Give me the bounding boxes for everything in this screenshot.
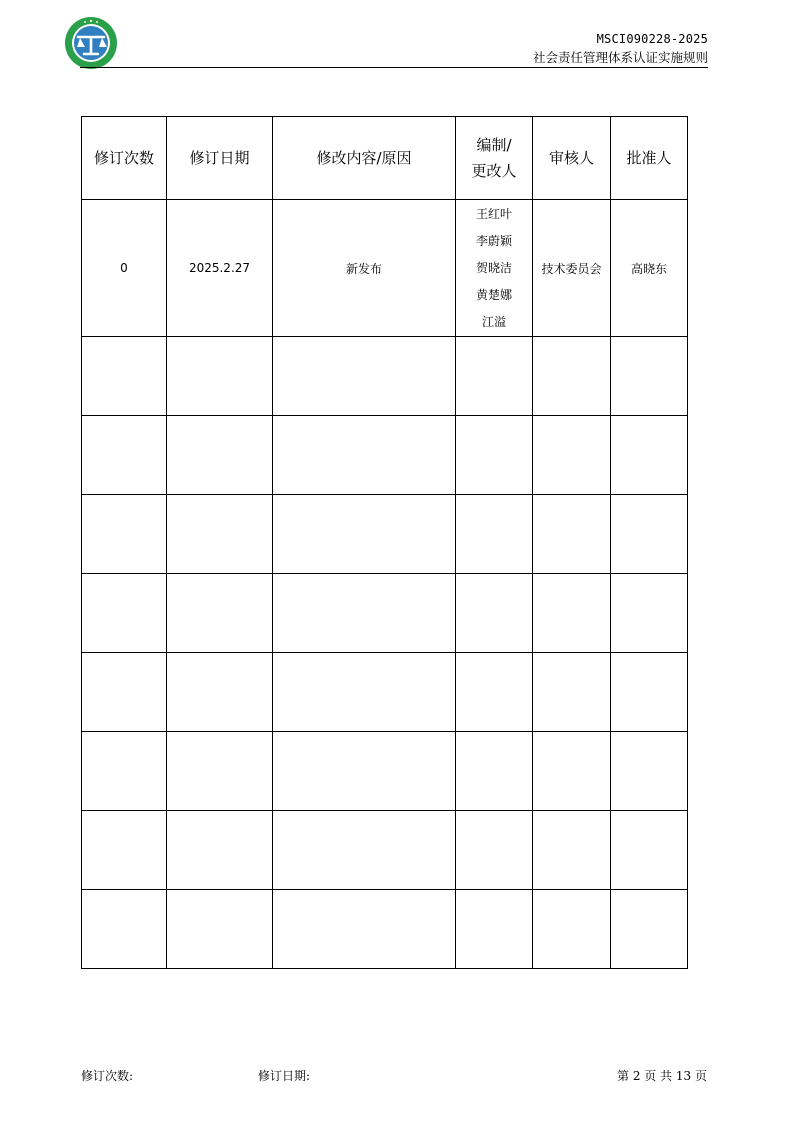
cell-approver: 高晓东: [611, 200, 688, 337]
header-editor-line2: 更改人: [471, 162, 517, 180]
empty-row: [82, 811, 688, 890]
footer-page-info: 第 2 页 共 13 页: [617, 1069, 707, 1083]
cell-content: 新发布: [273, 200, 456, 337]
cell-rev-date: 2025.2.27: [167, 200, 273, 337]
editor-name: 黄楚娜: [475, 287, 512, 302]
header-editor: [456, 117, 533, 200]
footer-rev-count-label: 修订次数:: [81, 1069, 134, 1083]
certification-logo-icon: [64, 16, 118, 70]
empty-row: [82, 495, 688, 574]
editor-name: 贺晓洁: [475, 260, 512, 275]
document-title: 社会责任管理体系认证实施规则: [532, 50, 708, 65]
document-code: MSCI090228-2025: [596, 32, 708, 46]
header-rev-date: 修订日期: [167, 117, 273, 200]
empty-row: [82, 732, 688, 811]
header-editor-line1: 编制/: [476, 136, 512, 154]
header-reviewer: 审核人: [533, 117, 611, 200]
table-header-row: [82, 117, 688, 200]
editor-name: 王红叶: [475, 206, 512, 221]
cell-reviewer: 技术委员会: [533, 200, 611, 337]
empty-row: [82, 890, 688, 969]
table-row: [82, 200, 688, 337]
cell-editors: [456, 200, 533, 337]
cell-rev-no: 0: [82, 200, 167, 337]
header-divider: [80, 67, 708, 68]
editor-name: 李蔚颖: [475, 233, 512, 248]
header-rev-no: 修订次数: [82, 117, 167, 200]
empty-row: [82, 337, 688, 416]
editor-name: 江溢: [481, 314, 506, 329]
empty-row: [82, 653, 688, 732]
footer-rev-date-label: 修订日期:: [258, 1069, 311, 1083]
empty-row: [82, 574, 688, 653]
header-approver: 批准人: [611, 117, 688, 200]
empty-row: [82, 416, 688, 495]
header-content: 修改内容/原因: [273, 117, 456, 200]
revision-history-table: [81, 116, 688, 969]
